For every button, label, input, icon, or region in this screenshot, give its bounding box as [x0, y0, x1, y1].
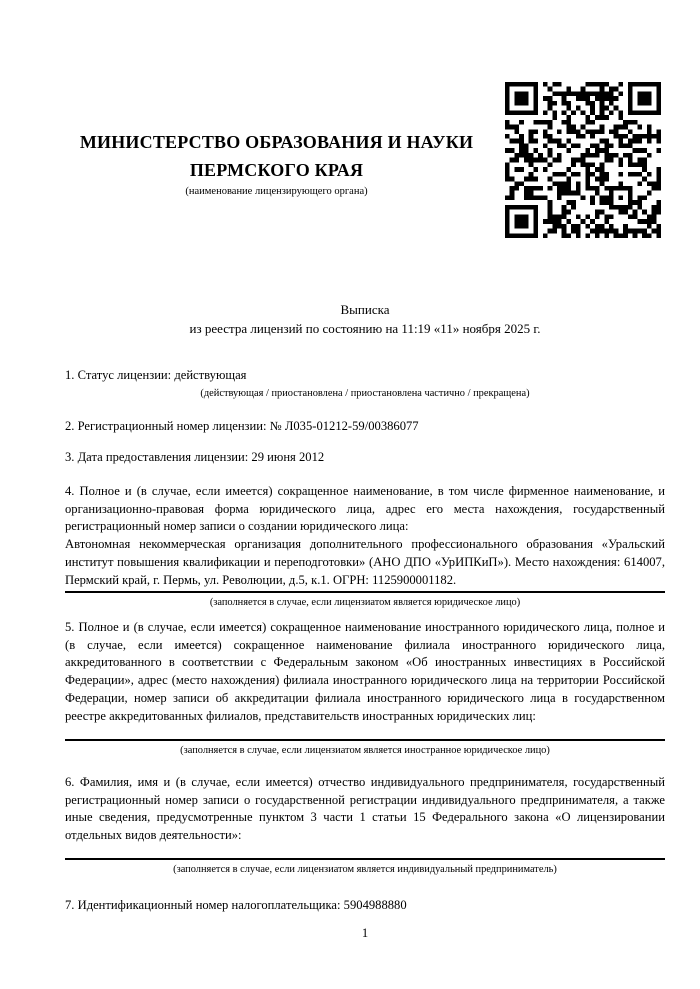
entrepreneur-intro: 6. Фамилия, имя и (в случае, если имеется) отчество индивидуального предпринимателя, государственный регистрационный номер записи о государственной регистрации индивидуального предпринимателя, а также иные сведения, предусмотренные пунктом 3 части 1 статьи 15 Федерального закона «О лицензировании отдельных видов деятельности»: — [65, 775, 665, 843]
qr-code — [505, 82, 661, 238]
entrepreneur-fill-line — [65, 858, 665, 860]
foreign-entity-fill-line — [65, 739, 665, 741]
item-taxpayer-id — [65, 897, 665, 915]
legal-entity-fill-line — [65, 591, 665, 593]
license-status-text: 1. Статус лицензии: действующая — [65, 368, 247, 382]
license-status-caption: (действующая / приостановлена / приостановлена частично / прекращена) — [200, 387, 530, 399]
foreign-entity-caption: (заполняется в случае, если лицензиатом является иностранное юридическое лицо) — [180, 745, 550, 757]
item-entrepreneur — [65, 774, 665, 877]
ministry-caption: (наименование лицензирующего органа) — [185, 186, 368, 197]
item-foreign-entity — [65, 619, 665, 758]
ministry-name-line2: ПЕРМСКОГО КРАЯ — [189, 160, 364, 180]
item-grant-date — [65, 449, 665, 467]
page-number: 1 — [361, 926, 369, 940]
entrepreneur-caption: (заполняется в случае, если лицензиатом является индивидуальный предприниматель) — [173, 863, 557, 875]
registration-number-text: 2. Регистрационный номер лицензии: № Л035-01212-59/00386077 — [65, 419, 419, 433]
document-title — [65, 300, 665, 338]
grant-date-text: 3. Дата предоставления лицензии: 29 июня 2012 — [65, 450, 325, 464]
ministry-name-line1: МИНИСТЕРСТВО ОБРАЗОВАНИЯ И НАУКИ — [79, 132, 474, 152]
licensing-authority-header — [65, 128, 488, 199]
taxpayer-id-text: 7. Идентификационный номер налогоплательщика: 5904988880 — [65, 898, 407, 912]
qr-code-image — [505, 82, 661, 238]
document-title-line1: Выписка — [340, 302, 390, 317]
document-title-line2: из реестра лицензий по состоянию на 11:19 «11» ноября 2025 г. — [189, 321, 541, 336]
legal-entity-intro: 4. Полное и (в случае, если имеется) сокращенное наименование, в том числе фирменное наименование, и организационно-правовая форма юридического лица, адрес его места нахождения, государственный регистрационный номер записи о создании юридического лица: — [65, 484, 665, 534]
item-legal-entity — [65, 483, 665, 610]
item-registration-number — [65, 418, 665, 436]
legal-entity-caption: (заполняется в случае, если лицензиатом является юридическое лицо) — [209, 597, 521, 609]
item-license-status — [65, 367, 665, 401]
foreign-entity-intro: 5. Полное и (в случае, если имеется) сокращенное наименование иностранного юридического лица, полное и (в случае, если имеется) сокращенное наименование филиала иностранного юридического лица, аккредитованного в соответствии с Федеральным законом «Об иностранных инвестициях в Российской Федерации», адрес (место нахождения) филиала иностранного юридического лица на территории Российской Федерации, номер записи об аккредитации филиала иностранного юридического лица в государственном реестре аккредитованных филиалов, представительств иностранных юридических лиц: — [65, 620, 665, 723]
legal-entity-value: Автономная некоммерческая организация дополнительного профессионального образования «Уральский институт повышения квалификации и переподготовки» (АНО ДПО «УрИПКиП»). Место нахождения: 614007, Пермский край, г. Пермь, ул. Революции, д.5, к.1. ОГРН: 1125900001182. — [65, 537, 665, 587]
